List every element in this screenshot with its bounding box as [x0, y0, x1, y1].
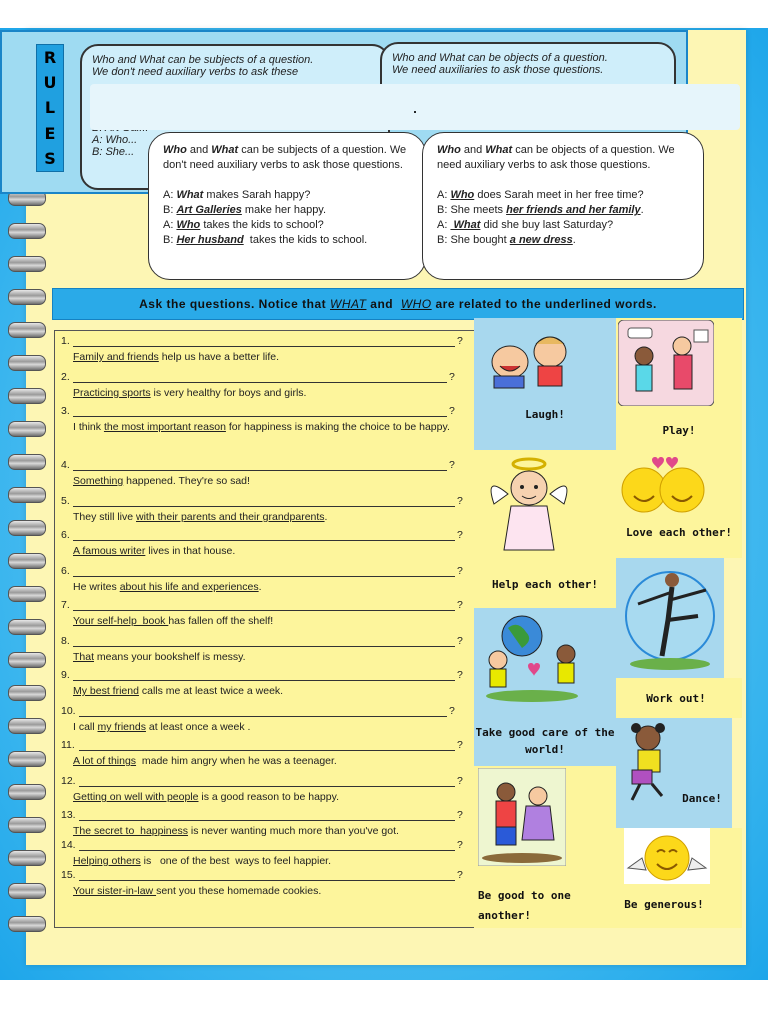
question-mark: ? [457, 335, 463, 347]
example-keyword: her friends and her family [506, 204, 641, 216]
prompt-sentence [55, 853, 475, 869]
smiley-faces-icon [616, 452, 712, 516]
rules-letter: E [44, 123, 56, 143]
question-mark: ? [457, 599, 463, 611]
sentence-text: . [258, 581, 262, 593]
answer-line[interactable] [55, 599, 475, 613]
prompt-sentence [55, 579, 475, 595]
pillow-fight-icon [618, 320, 714, 406]
example-rest: . [640, 204, 644, 216]
question-item [55, 809, 475, 839]
prompt-sentence [55, 883, 475, 899]
question-number: 4. [61, 459, 70, 471]
prompt-sentence [55, 753, 475, 769]
spiral-ring [8, 520, 46, 536]
spiral-ring [8, 619, 46, 635]
prompt-sentence [55, 349, 475, 365]
activity-label: Dance! [682, 792, 722, 805]
question-item [55, 405, 475, 435]
activity-label: Help each other! [492, 578, 598, 591]
blank-underline [73, 382, 447, 383]
underlined-target: Your sister-in-law [73, 885, 157, 897]
example-keyword: Who [450, 189, 475, 201]
activity-cell-generous [616, 828, 742, 928]
prompt-sentence [55, 613, 475, 629]
rules-vertical-label [36, 44, 64, 172]
banner-keyword-what: WHAT [330, 297, 367, 311]
underlined-target: about his life and experiences [119, 581, 259, 593]
activity-cell-workout-image [616, 558, 724, 678]
question-item [55, 705, 475, 735]
keyword-who: Who [163, 144, 187, 156]
question-item [55, 599, 475, 629]
sentence-text: I call [73, 721, 98, 733]
blank-underline [79, 750, 455, 751]
bg-line: We need auxiliaries to ask those questions. [392, 64, 604, 76]
prompt-sentence [55, 385, 475, 401]
question-mark: ? [457, 869, 463, 881]
answer-line[interactable] [55, 495, 475, 509]
underlined-target: That [73, 651, 95, 663]
subject-examples [163, 188, 411, 248]
question-item [55, 335, 475, 365]
sentence-text: has fallen off the shelf! [168, 615, 274, 627]
question-mark: ? [457, 635, 463, 647]
example-keyword: Art Galleries [176, 204, 242, 216]
activity-label: Love each other! [626, 526, 732, 539]
spiral-ring [8, 652, 46, 668]
prompt-sentence [55, 543, 475, 559]
sentence-text: help us have a better life. [158, 351, 280, 363]
keyword-what: What [485, 144, 513, 156]
activity-label: Play! [662, 424, 696, 437]
answer-line[interactable] [55, 869, 475, 883]
question-mark: ? [457, 739, 463, 751]
spiral-ring [8, 751, 46, 767]
answer-line[interactable] [55, 459, 475, 473]
activity-cell-love [616, 450, 742, 558]
answer-line[interactable] [55, 405, 475, 419]
blank-underline [79, 820, 455, 821]
spiral-ring [8, 817, 46, 833]
spiral-ring [8, 685, 46, 701]
intro-text: can be subjects of a question. We don't need auxiliary verbs to ask those questions. [163, 144, 407, 171]
answer-line[interactable] [55, 565, 475, 579]
bg-line: Who and What can be subjects of a question. [92, 54, 314, 66]
keyword-who: Who [437, 144, 461, 156]
question-mark: ? [457, 839, 463, 851]
sentence-text: He writes [73, 581, 120, 593]
rules-letter: R [43, 48, 57, 68]
sentence-text: means your bookshelf is messy. [94, 651, 246, 663]
example-line [437, 233, 689, 248]
spiral-ring [8, 784, 46, 800]
sentence-text: is never wanting much more than you've got. [187, 825, 399, 837]
example-rest: . [572, 234, 576, 246]
example-rest: takes the kids to school. [243, 234, 368, 246]
answer-line[interactable] [55, 335, 475, 349]
blank-underline [73, 346, 455, 347]
banner-text: are related to the underlined words. [435, 297, 657, 311]
question-number: 13. [61, 809, 76, 821]
question-item [55, 565, 475, 595]
question-item [55, 371, 475, 401]
example-line [437, 188, 689, 203]
spiral-ring [8, 883, 46, 899]
activity-label: Be good to one another! [478, 889, 571, 922]
blank-underline [73, 646, 455, 647]
title-bar-text: . [412, 96, 418, 117]
intro-text: can be objects of a question. We need auxiliary verbs to ask those questions. [437, 144, 675, 171]
question-number: 11. [61, 739, 75, 751]
example-line [163, 203, 411, 218]
example-keyword: What [176, 189, 204, 201]
question-item [55, 739, 475, 769]
question-mark: ? [449, 459, 455, 471]
question-number: 15. [61, 869, 76, 881]
question-number: 5. [61, 495, 70, 507]
laughing-kids-icon [480, 322, 580, 392]
blank-underline [79, 716, 447, 717]
sentence-text: for happiness is making the choice to be happy. [225, 421, 450, 433]
example-line [163, 188, 411, 203]
friends-walking-icon [478, 768, 566, 866]
sentence-text: lives in that house. [145, 545, 236, 557]
activity-cell-laugh [474, 318, 616, 450]
spiral-ring [8, 421, 46, 437]
activity-cell-workout [616, 678, 742, 718]
bg-line: A: Who... [92, 134, 138, 146]
angel-icon [484, 454, 574, 564]
question-number: 6. [61, 529, 70, 541]
prompt-sentence [55, 473, 475, 489]
instructions-banner [52, 288, 744, 320]
question-item [55, 529, 475, 559]
sentence-text: at least once a week . [145, 721, 251, 733]
example-rest: takes the kids to school? [200, 219, 324, 231]
underlined-target: A famous writer [73, 545, 146, 557]
yoga-pose-icon [618, 560, 722, 676]
question-number: 2. [61, 371, 70, 383]
spiral-binding [8, 190, 48, 950]
activity-cell-dance [616, 718, 732, 828]
spiral-ring [8, 256, 46, 272]
banner-text: and [366, 297, 397, 311]
example-keyword: a new dress [509, 234, 573, 246]
question-mark: ? [457, 565, 463, 577]
answer-line[interactable] [55, 809, 475, 823]
spiral-ring [8, 718, 46, 734]
answer-line[interactable] [55, 669, 475, 683]
question-item [55, 669, 475, 699]
underlined-target: Family and friends [73, 351, 159, 363]
answer-line[interactable] [55, 775, 475, 789]
example-prefix: A: [163, 189, 177, 201]
activity-cell-good [474, 766, 616, 928]
subject-rule-card [148, 132, 426, 280]
banner-keyword-who: WHO [400, 297, 432, 311]
spiral-ring [8, 289, 46, 305]
underlined-target: Helping others [73, 855, 141, 867]
underlined-target: Your self-help book [73, 615, 169, 627]
question-number: 7. [61, 599, 70, 611]
question-number: 9. [61, 669, 70, 681]
example-line [437, 203, 689, 218]
bg-line: B: She... [92, 146, 135, 158]
question-mark: ? [449, 705, 455, 717]
underlined-target: A lot of things [73, 755, 137, 767]
question-number: 1. [61, 335, 70, 347]
smiley-hands-icon [624, 828, 710, 884]
question-item [55, 775, 475, 805]
spiral-ring [8, 487, 46, 503]
prompt-sentence [55, 823, 475, 839]
question-item [55, 495, 475, 525]
example-line [163, 218, 411, 233]
spiral-ring [8, 850, 46, 866]
activity-grid [474, 318, 742, 928]
question-item [55, 869, 475, 899]
activity-label: Laugh! [525, 408, 565, 421]
example-line [163, 233, 411, 248]
question-mark: ? [457, 669, 463, 681]
example-keyword: What [450, 219, 481, 231]
activity-label: Take good care of the world! [475, 726, 615, 756]
prompt-sentence [55, 509, 475, 525]
question-mark: ? [457, 809, 463, 821]
prompt-sentence [55, 419, 475, 435]
intro-text: and [186, 144, 212, 156]
example-prefix: B: She bought [437, 234, 510, 246]
title-bar [90, 84, 740, 130]
question-number: 12. [61, 775, 76, 787]
underlined-target: Getting on well with people [73, 791, 199, 803]
question-item [55, 459, 475, 489]
question-number: 10. [61, 705, 76, 717]
question-number: 14. [61, 839, 76, 851]
question-item [55, 839, 475, 869]
object-examples [437, 188, 689, 248]
rules-letter: S [44, 148, 56, 168]
blank-underline [73, 540, 455, 541]
spiral-ring [8, 322, 46, 338]
underlined-target: Practicing sports [73, 387, 151, 399]
spiral-ring [8, 586, 46, 602]
spiral-ring [8, 454, 46, 470]
sentence-text: made him angry when he was a teenager. [136, 755, 337, 767]
underlined-target: with their parents and their grandparents [136, 511, 325, 523]
example-keyword: Her husband [176, 234, 244, 246]
activity-label: Work out! [646, 692, 706, 705]
question-item [55, 635, 475, 665]
object-rule-intro [437, 143, 689, 173]
activity-label: Be generous! [624, 898, 704, 911]
underlined-target: Something [73, 475, 124, 487]
question-number: 3. [61, 405, 70, 417]
bg-line: We don't need auxiliary verbs to ask these [92, 66, 299, 78]
question-mark: ? [457, 495, 463, 507]
sentence-text: happened. They're so sad! [123, 475, 250, 487]
bg-line: Who and What can be objects of a question. [392, 52, 608, 64]
question-number: 8. [61, 635, 70, 647]
answer-line[interactable] [55, 371, 475, 385]
underlined-target: The secret to happiness [73, 825, 188, 837]
sentence-text: They still live [73, 511, 137, 523]
example-prefix: B: [163, 204, 177, 216]
blank-underline [73, 576, 455, 577]
spiral-ring [8, 916, 46, 932]
spiral-ring [8, 223, 46, 239]
spiral-ring [8, 388, 46, 404]
prompt-sentence [55, 789, 475, 805]
question-number: 6. [61, 565, 70, 577]
object-rule-card [422, 132, 704, 280]
sentence-text: sent you these homemade cookies. [156, 885, 322, 897]
blank-underline [73, 680, 455, 681]
activity-cell-help [474, 450, 616, 608]
prompt-sentence [55, 683, 475, 699]
example-prefix: B: [163, 234, 177, 246]
example-prefix: A: [437, 189, 451, 201]
answer-line[interactable] [55, 839, 475, 853]
blank-underline [73, 506, 455, 507]
sentence-text: is very healthy for boys and girls. [150, 387, 307, 399]
blank-underline [73, 416, 447, 417]
banner-text: Ask the questions. Notice that [139, 297, 327, 311]
sentence-text: I think [73, 421, 104, 433]
example-rest: make her happy. [241, 204, 327, 216]
example-rest: did she buy last Saturday? [480, 219, 614, 231]
kids-earth-icon [478, 610, 598, 706]
subject-rule-intro [163, 143, 411, 173]
rules-letter: L [44, 98, 56, 118]
question-mark: ? [457, 529, 463, 541]
sentence-text: . [324, 511, 328, 523]
question-mark: ? [449, 371, 455, 383]
underlined-target: my friends [97, 721, 146, 733]
question-mark: ? [457, 775, 463, 787]
example-rest: does Sarah meet in her free time? [474, 189, 644, 201]
blank-underline [79, 786, 455, 787]
example-keyword: Who [176, 219, 201, 231]
activity-cell-play [616, 318, 742, 450]
blank-underline [79, 850, 455, 851]
spiral-ring [8, 553, 46, 569]
blank-underline [73, 470, 447, 471]
example-rest: makes Sarah happy? [203, 189, 311, 201]
sentence-text: is one of the best ways to feel happier. [140, 855, 332, 867]
answer-line[interactable] [55, 739, 475, 753]
question-mark: ? [449, 405, 455, 417]
blank-underline [73, 610, 455, 611]
example-prefix: A: [163, 219, 177, 231]
spiral-ring [8, 355, 46, 371]
questions-panel [54, 330, 476, 928]
answer-line[interactable] [55, 529, 475, 543]
answer-line[interactable] [55, 635, 475, 649]
prompt-sentence [55, 649, 475, 665]
rules-letter: U [43, 73, 57, 93]
example-prefix: A: [437, 219, 451, 231]
blank-underline [79, 880, 455, 881]
underlined-target: the most important reason [103, 421, 226, 433]
prompt-sentence [55, 719, 475, 735]
example-line [437, 218, 689, 233]
keyword-what: What [211, 144, 239, 156]
sentence-text: calls me at least twice a week. [138, 685, 284, 697]
example-prefix: B: She meets [437, 204, 507, 216]
intro-text: and [460, 144, 486, 156]
underlined-target: My best friend [73, 685, 139, 697]
sentence-text: is a good reason to be happy. [198, 791, 339, 803]
activity-cell-world [474, 608, 616, 766]
answer-line[interactable] [55, 705, 475, 719]
